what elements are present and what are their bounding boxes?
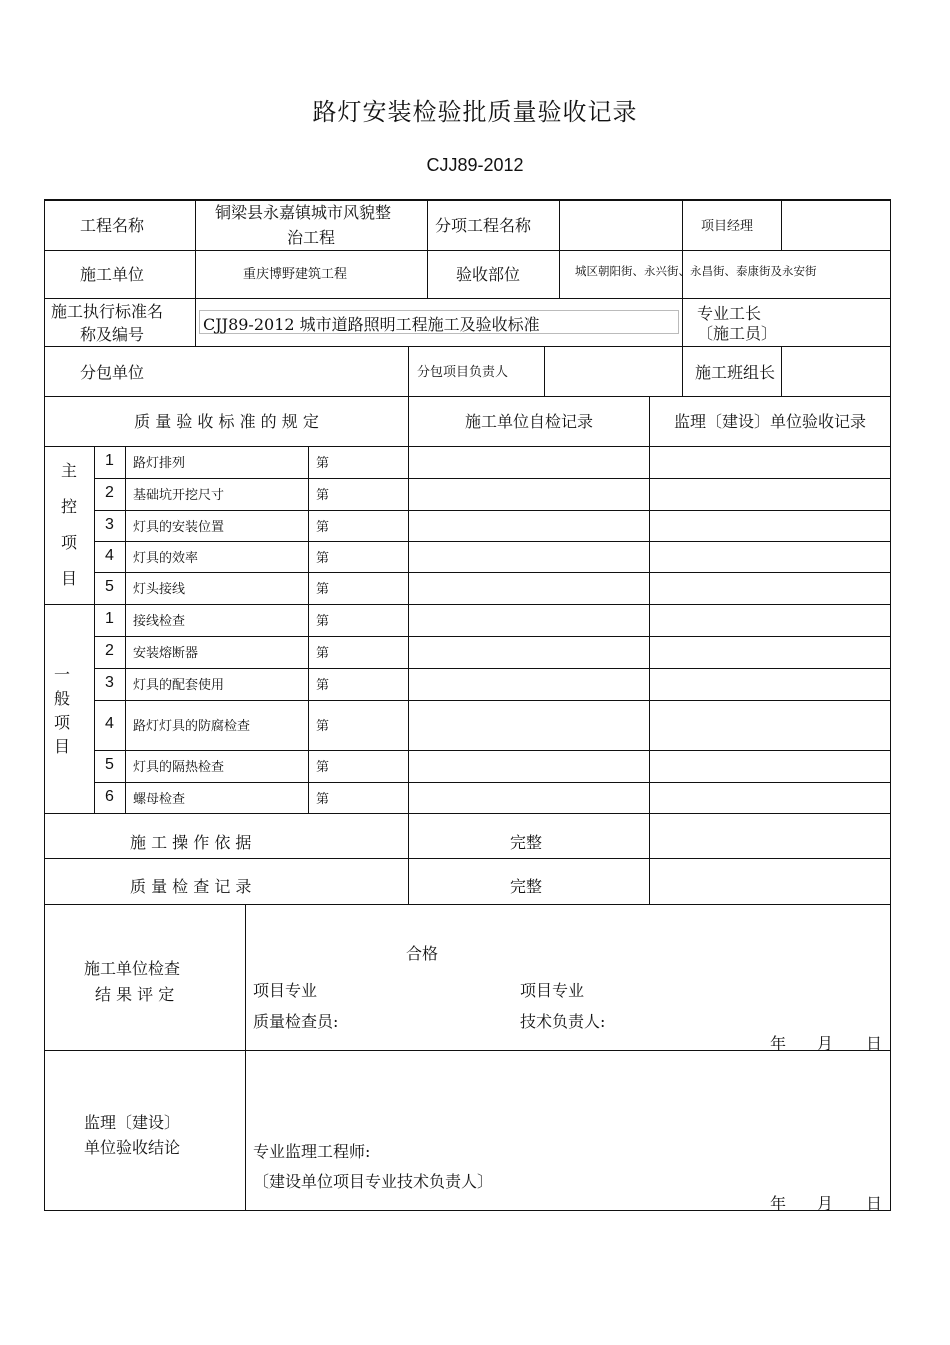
standard-value: CJJ89-2012 城市道路照明工程施工及验收标准 (203, 315, 540, 334)
table-rule-v (125, 446, 126, 813)
table-rule-h (94, 572, 890, 573)
main-item-no: 5 (105, 578, 114, 595)
main-item-name: 灯具的安装位置 (133, 519, 225, 535)
col-self-check: 施工单位自检记录 (464, 412, 593, 431)
main-item-name: 路灯排列 (133, 456, 186, 471)
supervisor-eval-day: 日 (866, 1194, 883, 1213)
standard-label-1: 施工执行标准名 (51, 302, 164, 321)
general-item-clause: 第 (316, 614, 330, 629)
general-item-clause: 第 (316, 646, 330, 661)
main-item-clause: 第 (316, 488, 330, 503)
general-item-name: 路灯灯具的防腐检查 (133, 719, 251, 734)
table-rule-h (94, 636, 890, 637)
general-item-no: 4 (105, 715, 114, 732)
supervising-engineer-label: 专业监理工程师: (253, 1142, 371, 1161)
project-name-value-2: 治工程 (286, 228, 335, 247)
main-item-no: 4 (105, 546, 114, 564)
table-rule-v (781, 199, 782, 250)
basis-label: 施 工 操 作 依 据 (130, 833, 252, 852)
contractor-eval-label-1: 施工单位检查 (84, 959, 181, 978)
col-standard: 质 量 验 收 标 准 的 规 定 (134, 412, 319, 431)
table-rule-h (94, 700, 890, 701)
general-item-clause: 第 (316, 719, 330, 734)
subcontractor-label: 分包单位 (80, 363, 145, 382)
team-leader-label: 施工班组长 (695, 363, 776, 382)
general-item-clause: 第 (316, 791, 330, 807)
col-supervisor: 监理〔建设〕单位验收记录 (673, 412, 866, 431)
table-rule-v (427, 199, 428, 298)
general-item-clause: 第 (316, 678, 330, 693)
table-rule-h (44, 446, 890, 447)
general-item-clause: 第 (316, 760, 330, 775)
main-item-clause: 第 (316, 582, 330, 597)
owner-rep-label: 〔建设单位项目专业技术负责人〕 (253, 1172, 494, 1191)
page-title: 路灯安装检验批质量验收记录 (312, 98, 638, 126)
table-rule-h (94, 782, 890, 783)
table-rule-h (94, 510, 890, 511)
accept-part-value: 城区朝阳街、永兴街、永昌街、泰康街及永安街 (575, 264, 817, 278)
sub-pm-label: 分包项目负责人 (417, 365, 509, 380)
supervisor-eval-month: 月 (817, 1194, 834, 1213)
sub-project-label: 分项工程名称 (435, 216, 532, 235)
table-rule-h (44, 346, 890, 347)
project-name-value-1: 铜梁县永嘉镇城市风貌整 (214, 203, 391, 222)
quality-inspector-label-2: 质量检查员: (253, 1012, 339, 1031)
table-rule-h (44, 298, 890, 299)
general-item-name: 灯具的隔热检查 (133, 760, 225, 775)
table-rule-v (308, 446, 309, 813)
main-item-no: 3 (105, 515, 114, 533)
standard-label-2: 称及编号 (80, 325, 145, 344)
table-rule-v (94, 446, 95, 813)
table-rule-h (94, 668, 890, 669)
table-rule-h (44, 1210, 891, 1211)
supervisor-eval-label-2: 单位验收结论 (84, 1138, 181, 1157)
table-rule-h (94, 750, 890, 751)
table-rule-h (44, 1050, 890, 1051)
accept-part-label: 验收部位 (456, 265, 521, 284)
project-name-label: 工程名称 (80, 216, 145, 235)
table-rule-v (544, 346, 545, 396)
table-rule-v (408, 396, 409, 904)
main-item-name: 灯头接线 (133, 582, 186, 597)
basis-value: 完整 (510, 833, 543, 852)
table-rule-v (245, 904, 246, 1210)
table-rule-h (44, 813, 890, 814)
table-rule-h (94, 541, 890, 542)
general-item-name: 螺母检查 (133, 791, 186, 807)
table-rule-v (559, 199, 560, 298)
general-item-name: 安装熔断器 (133, 646, 199, 661)
contractor-eval-month: 月 (817, 1034, 834, 1053)
table-rule-v (682, 199, 683, 396)
standard-code: CJJ89-2012 (426, 155, 524, 175)
contractor-eval-year: 年 (770, 1034, 787, 1053)
main-item-name: 灯具的效率 (133, 550, 199, 566)
main-item-no: 1 (105, 452, 114, 469)
main-control-group-label: 主 控 项 目 (60, 461, 77, 588)
quality-inspector-label-1: 项目专业 (253, 981, 318, 1000)
main-item-clause: 第 (316, 550, 330, 566)
quality-record-label: 质 量 检 查 记 录 (130, 877, 252, 896)
quality-record-value: 完整 (510, 877, 543, 896)
contractor-value: 重庆博野建筑工程 (243, 267, 348, 282)
supervisor-eval-year: 年 (770, 1194, 787, 1213)
table-rule-h (44, 250, 890, 251)
table-rule-v (408, 346, 409, 396)
tech-lead-label-2: 技术负责人: (520, 1012, 606, 1031)
table-rule-h (44, 858, 890, 859)
general-group-label: 一 般 项 目 (53, 665, 70, 756)
foreman-label-1: 专业工长 (697, 304, 762, 323)
table-rule-h (44, 604, 890, 605)
table-rule-v (890, 199, 891, 1211)
contractor-eval-result: 合格 (406, 944, 439, 963)
main-item-no: 2 (105, 484, 114, 501)
table-rule-h (44, 904, 890, 905)
table-rule-v (781, 346, 782, 396)
general-item-no: 5 (105, 756, 114, 773)
tech-lead-label-1: 项目专业 (520, 981, 585, 1000)
contractor-eval-day: 日 (866, 1034, 883, 1053)
general-item-no: 3 (105, 674, 114, 691)
contractor-label: 施工单位 (80, 265, 145, 284)
foreman-label-2: 〔施工员〕 (697, 324, 778, 343)
table-rule-h (44, 199, 891, 201)
table-rule-v (649, 396, 650, 904)
project-manager-label: 项目经理 (701, 219, 754, 234)
general-item-no: 6 (105, 787, 114, 805)
general-item-no: 1 (105, 610, 114, 627)
main-item-clause: 第 (316, 456, 330, 471)
general-item-no: 2 (105, 642, 114, 659)
table-rule-h (94, 478, 890, 479)
supervisor-eval-label-1: 监理〔建设〕 (84, 1113, 181, 1132)
main-item-clause: 第 (316, 519, 330, 535)
general-item-name: 灯具的配套使用 (133, 678, 225, 693)
main-item-name: 基础坑开挖尺寸 (133, 488, 225, 503)
table-rule-h (44, 396, 890, 397)
general-item-name: 接线检查 (133, 614, 186, 629)
contractor-eval-label-2: 结 果 评 定 (95, 985, 175, 1004)
